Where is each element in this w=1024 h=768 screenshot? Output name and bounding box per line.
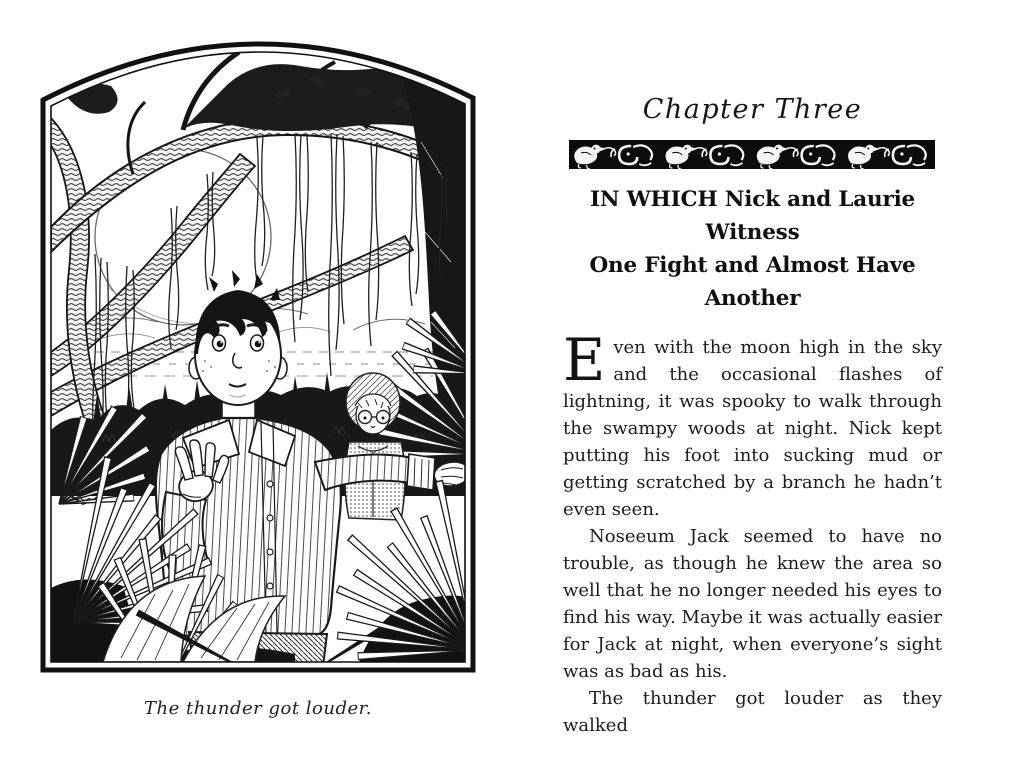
chapter-heading: Chapter Three <box>642 94 863 125</box>
body-paragraph-1-text: ven with the moon high in the sky and the occasional flashes of lightning, it was spooky to walk through the swampy woods at night. Nick kept putting his foot into sucking mud or getting scratched by a branch he hadn’t even seen. <box>563 337 942 520</box>
illustration-caption: The thunder got louder. <box>143 698 372 719</box>
swamp-illustration <box>33 20 483 684</box>
body-paragraph-1 <box>563 326 942 523</box>
body-paragraph-2: Noseeum Jack seemed to have no trouble, as though he knew the area so well that he no longer needed his eyes to find his way. Maybe it was actually easier for Jack at night, when everyone’s sight was as bad as his. <box>563 526 942 682</box>
chapter-title-line-2: One Fight and Almost Have Another <box>589 253 916 311</box>
swamp-illustration-image <box>33 20 483 684</box>
ornament-band <box>569 140 935 169</box>
drop-cap: E <box>563 326 606 394</box>
chapter-title-line-1: IN WHICH Nick and Laurie Witness <box>589 187 916 245</box>
ornament-band-image <box>569 140 935 169</box>
body-text <box>563 326 942 739</box>
chapter-page <box>563 0 942 768</box>
body-paragraph-3: The thunder got louder as they walked <box>563 688 942 736</box>
chapter-title <box>563 183 942 315</box>
